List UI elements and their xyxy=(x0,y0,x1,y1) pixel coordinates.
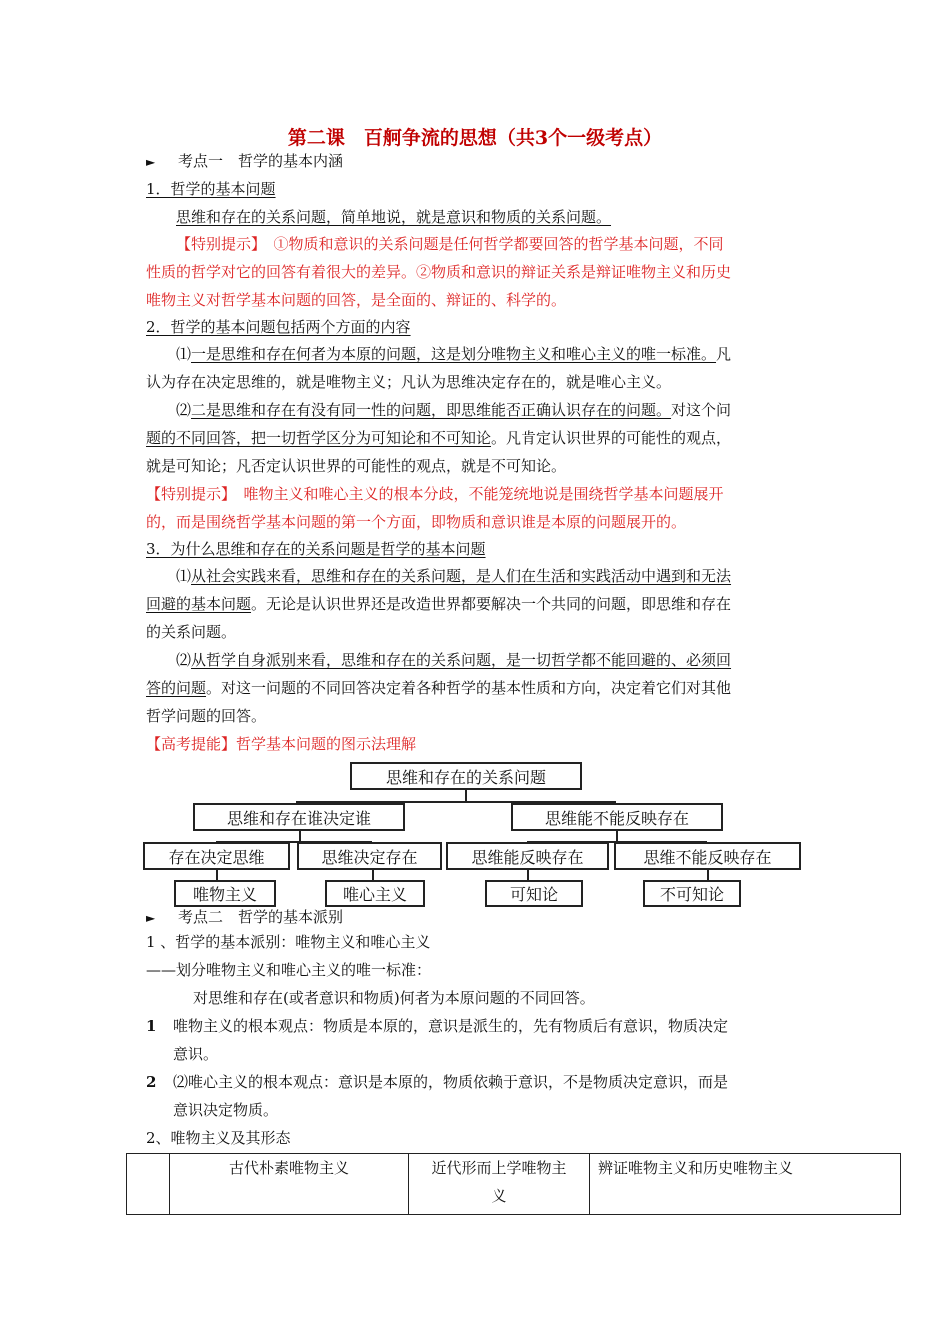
s2-p1-line2: 认为存在决定思维的，就是唯物主义；凡认为思维决定存在的，就是唯心主义。 xyxy=(146,373,672,391)
arrow-icon: ► xyxy=(146,911,156,925)
s1-tip-line2: 性质的哲学对它的回答有着很大的差异。②物质和意识的辩证关系是辩证唯物主义和历史 xyxy=(146,263,732,281)
diagram-connector xyxy=(707,870,709,880)
s3-p2-line2 xyxy=(146,674,731,702)
table-cell xyxy=(590,1154,901,1215)
table-cell-text: 义 xyxy=(491,1187,507,1205)
s2-p2-rest: 对这个问 xyxy=(671,401,732,419)
s1-tip-line1: 【特别提示】 ①物质和意识的关系问题是任何哲学都要回答的哲学基本问题，不同 xyxy=(176,235,724,253)
diagram-rr: 不可知论 xyxy=(643,880,741,907)
table-cell-text: 古代朴素唯物主义 xyxy=(228,1159,349,1177)
s3-p2-line2-rest: 。对这一问题的不同回答决定着各种哲学的基本性质和方向，决定着它们对其他 xyxy=(206,679,732,697)
kp2-label: 考点二 哲学的基本派别 xyxy=(178,908,344,926)
s1-body: 思维和存在的关系问题，简单地说，就是意识和物质的关系问题。 xyxy=(176,208,612,226)
table-cell-text: 近代形而上学唯物主 xyxy=(431,1159,567,1177)
s3-p2-line3: 哲学问题的回答。 xyxy=(146,707,267,725)
diagram-l1: 存在决定思维 xyxy=(143,842,290,870)
s3-p2-line1 xyxy=(176,646,731,674)
s2-p1-num: ⑴ xyxy=(176,345,192,363)
diagram-connector xyxy=(527,870,529,880)
diagram-l2: 思维决定存在 xyxy=(297,842,442,870)
s4-line3: 对思维和存在(或者意识和物质)何者为本原问题的不同回答。 xyxy=(193,989,595,1007)
s2-p1-rest: 凡 xyxy=(716,345,732,363)
diagram-r1: 思维能反映存在 xyxy=(446,842,609,870)
table-cell xyxy=(409,1154,590,1215)
diagram-right: 思维能不能反映存在 xyxy=(511,803,723,831)
s4-line4: 2、唯物主义及其形态 xyxy=(146,1129,291,1147)
s4-item2-num: 2 xyxy=(146,1073,157,1091)
table-cell xyxy=(170,1154,409,1215)
s3-p1-line2 xyxy=(146,590,731,618)
s2-p2-line1 xyxy=(176,396,731,424)
s2-p2-line2 xyxy=(146,424,731,452)
table-cell-text: 辨证唯物主义和历史唯物主义 xyxy=(598,1159,794,1177)
diagram-connector xyxy=(372,870,374,880)
s3-p1-line1 xyxy=(176,562,731,590)
diagram-rl: 可知论 xyxy=(485,880,583,907)
s2-p2-line2-rest: 。凡肯定认识世界的可能性的观点， xyxy=(491,429,732,447)
page-title: 第二课 百舸争流的思想（共3个一级考点） xyxy=(287,127,663,149)
arrow-icon: ► xyxy=(146,155,156,169)
s1-tip-line3: 唯物主义对哲学基本问题的回答，是全面的、辩证的、科学的。 xyxy=(146,291,567,309)
diagram-left: 思维和存在谁决定谁 xyxy=(193,803,405,831)
s4-item1-a: 唯物主义的根本观点：物质是本原的，意识是派生的，先有物质后有意识，物质决定 xyxy=(173,1017,729,1035)
s3-p2-num: ⑵ xyxy=(176,651,192,669)
diagram-ll: 唯物主义 xyxy=(174,880,276,907)
s2-heading: 2．哲学的基本问题包括两个方面的内容 xyxy=(146,318,411,336)
s4-line2: ——划分唯物主义和唯心主义的唯一标准： xyxy=(146,961,432,979)
s4-item1-num: 1 xyxy=(146,1017,157,1035)
s3-p2-underlined: 从哲学自身派别来看，思维和存在的关系问题，是一切哲学都不能回避的、必须回 xyxy=(191,651,732,669)
s2-p2-num: ⑵ xyxy=(176,401,192,419)
s2-p2-underlined: 二是思维和存在有没有同一性的问题，即思维能否正确认识存在的问题。 xyxy=(191,401,672,419)
s3-p1-line2-underlined: 回避的基本问题 xyxy=(146,595,252,613)
s3-heading: 3．为什么思维和存在的关系问题是哲学的基本问题 xyxy=(146,540,486,558)
s4-item2-a: ⑵唯心主义的根本观点：意识是本原的，物质依赖于意识，不是物质决定意识，而是 xyxy=(173,1073,729,1091)
s2-tip-line1: 【特别提示】 唯物主义和唯心主义的根本分歧，不能笼统地说是围绕哲学基本问题展开 xyxy=(146,485,724,503)
s1-heading: 1．哲学的基本问题 xyxy=(146,180,276,198)
gaokao-heading: 【高考提能】哲学基本问题的图示法理解 xyxy=(146,735,417,753)
s2-p2-line2-underlined: 题的不同回答，把一切哲学区分为可知论和不可知论 xyxy=(146,429,492,447)
s3-p2-line2-underlined: 答的问题 xyxy=(146,679,207,697)
kp1-label: 考点一 哲学的基本内涵 xyxy=(178,152,344,170)
diagram-root: 思维和存在的关系问题 xyxy=(350,762,582,790)
s2-tip-line2: 的，而是围绕哲学基本问题的第一个方面，即物质和意识谁是本原的问题展开的。 xyxy=(146,513,687,531)
materialism-forms-table xyxy=(126,1153,901,1215)
kp2-heading xyxy=(146,906,343,927)
diagram-connector xyxy=(216,870,218,880)
s4-item1-b: 意识。 xyxy=(173,1045,219,1063)
s4-line1: 1 、哲学的基本派别：唯物主义和唯心主义 xyxy=(146,933,431,951)
s3-p1-underlined: 从社会实践来看，思维和存在的关系问题，是人们在生活和实践活动中遇到和无法 xyxy=(191,567,732,585)
s3-p1-line2-rest: 。无论是认识世界还是改造世界都要解决一个共同的问题，即思维和存在 xyxy=(251,595,732,613)
s4-item2-b: 意识决定物质。 xyxy=(173,1101,279,1119)
s2-p2-line3: 就是可知论；凡否定认识世界的可能性的观点，就是不可知论。 xyxy=(146,457,567,475)
table-row xyxy=(127,1154,901,1215)
diagram-r2: 思维不能反映存在 xyxy=(614,842,801,870)
diagram-lr: 唯心主义 xyxy=(325,880,425,907)
table-cell-empty xyxy=(127,1154,170,1215)
s2-p1-line1 xyxy=(176,340,731,368)
s3-p1-line3: 的关系问题。 xyxy=(146,623,237,641)
kp1-heading xyxy=(146,150,343,171)
s2-p1-underlined: 一是思维和存在何者为本原的问题，这是划分唯物主义和唯心主义的唯一标准。 xyxy=(191,345,717,363)
s3-p1-num: ⑴ xyxy=(176,567,192,585)
